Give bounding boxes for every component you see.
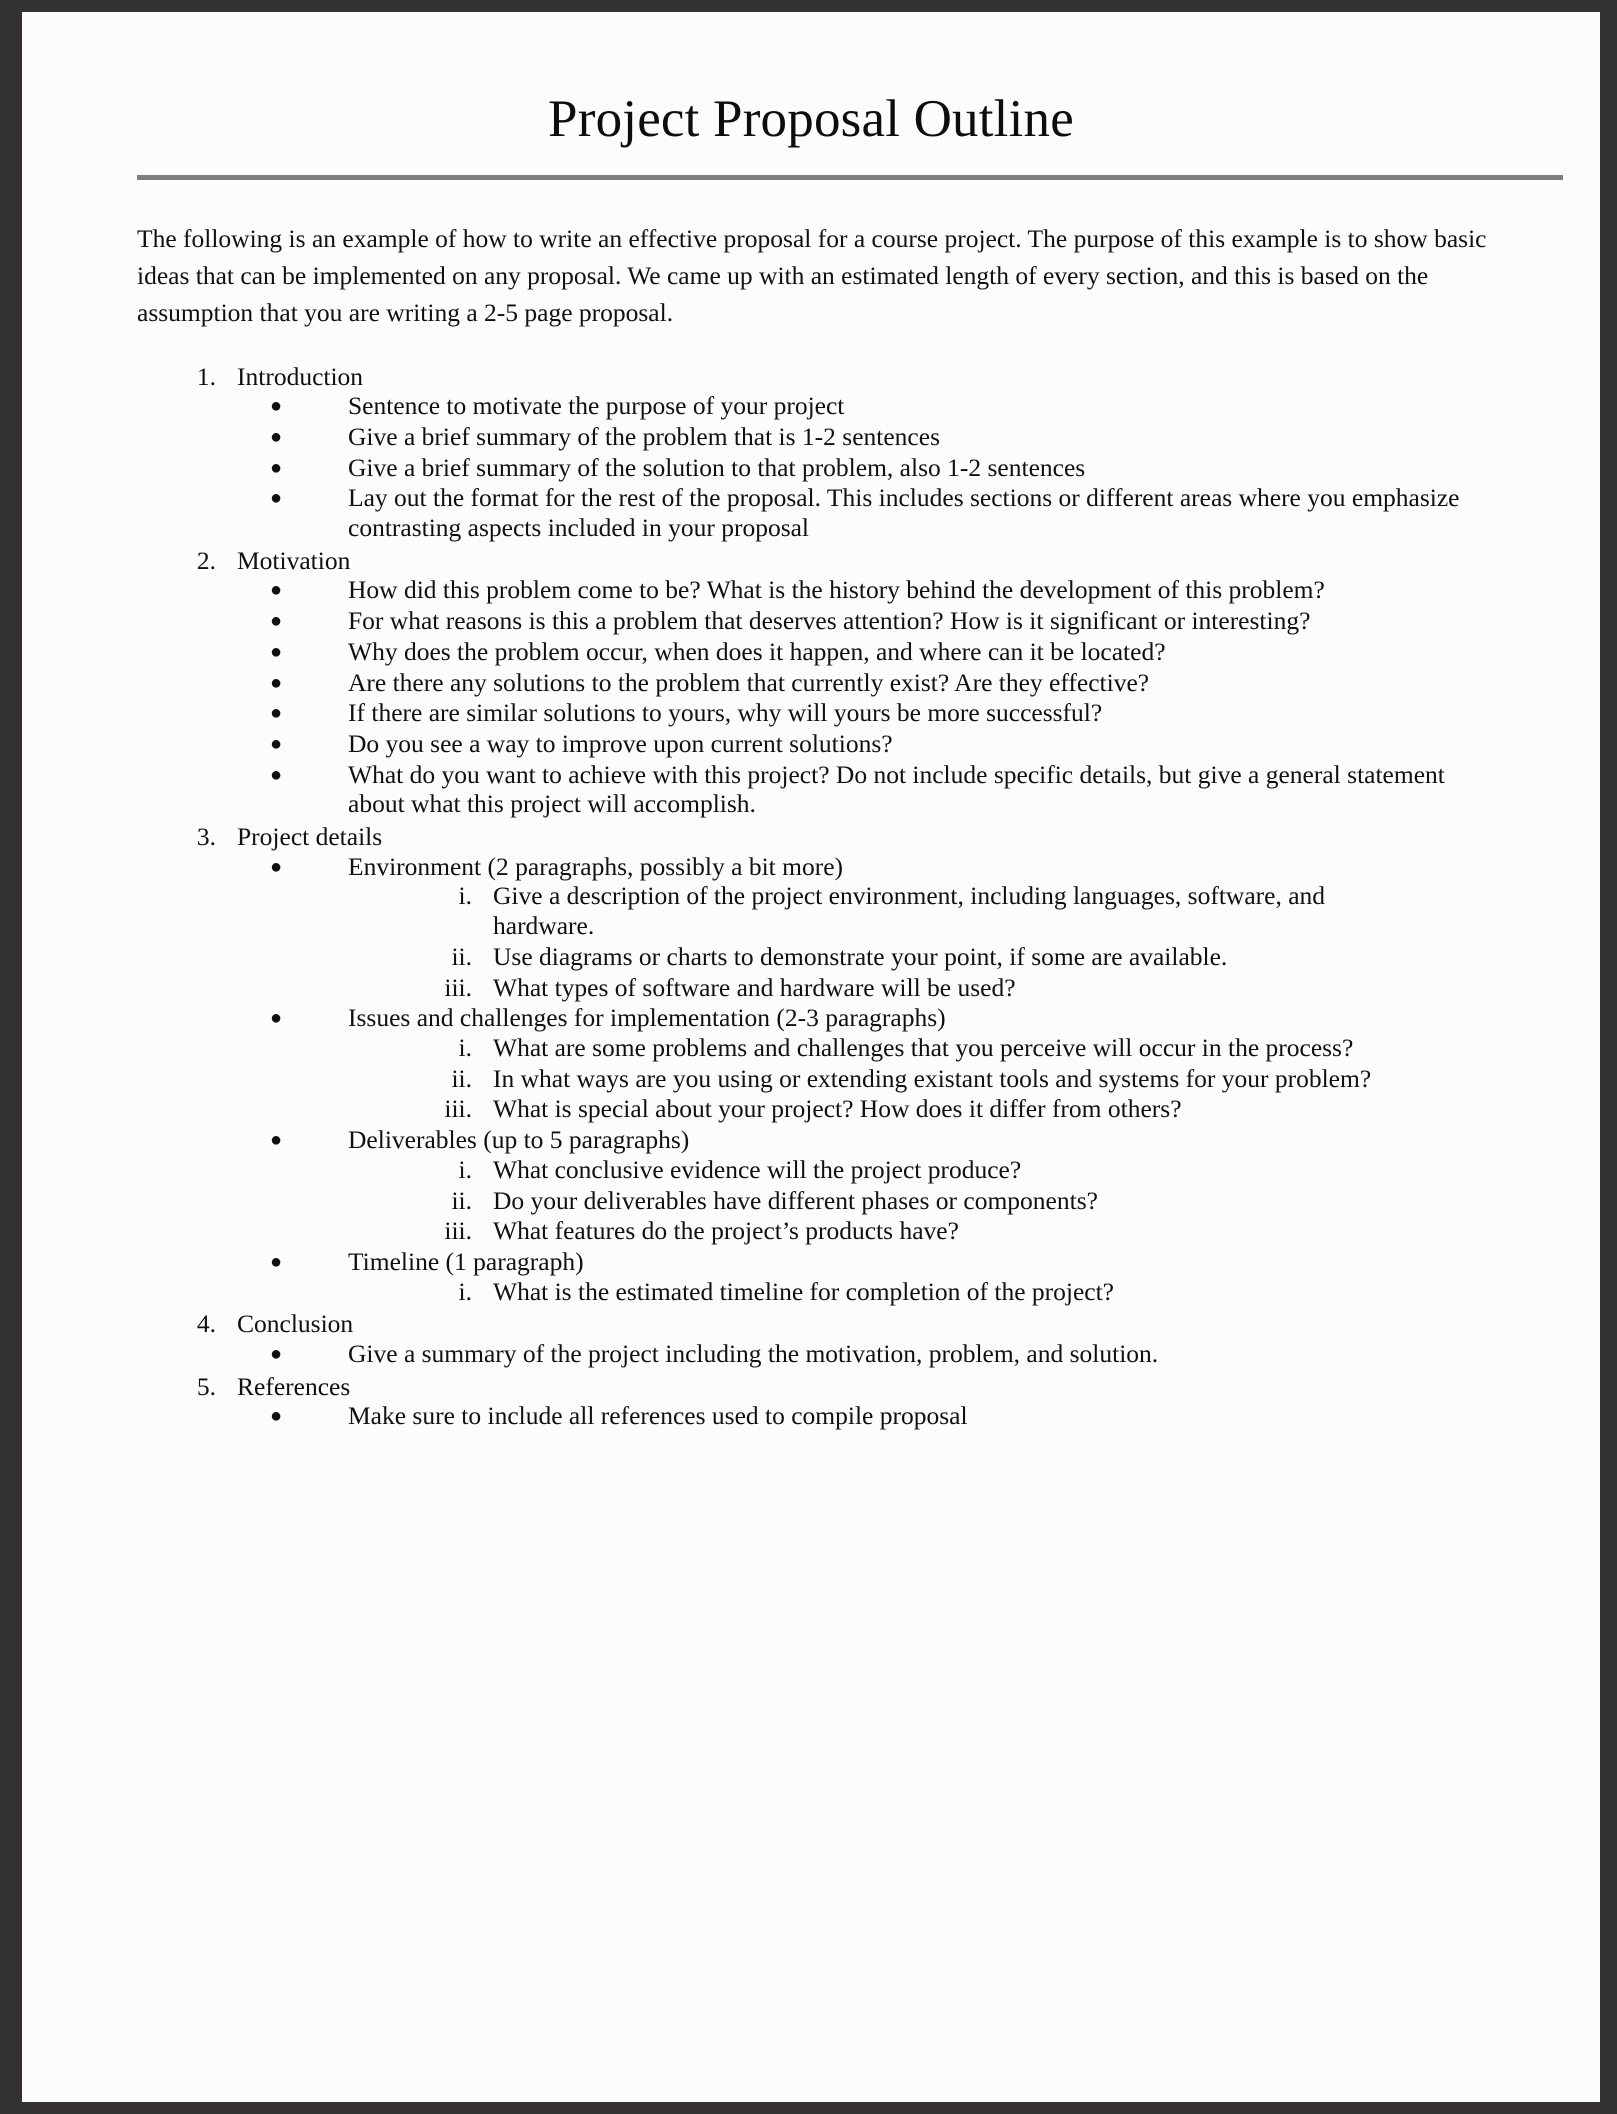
bullet-text: Environment (2 paragraphs, possibly a bit more) [348,851,844,881]
outline-list [22,362,1600,1432]
sub-item-list [348,1155,1495,1246]
section-heading: Motivation [237,545,351,575]
sub-item-list [348,881,1495,1002]
section-number: 2. [196,545,216,575]
bullet-item [237,422,1600,452]
section-bullet-list [237,1401,1600,1431]
sub-item-text: What features do the project’s products have? [493,1216,959,1246]
bullet-item [237,1247,1600,1306]
bullet-icon: ● [270,579,283,602]
bullet-item [237,637,1600,667]
bullet-item [237,668,1600,698]
section-number: 1. [196,361,216,391]
sub-item-list [348,1033,1495,1124]
sub-item [348,1186,1495,1216]
bullet-text: Give a brief summary of the solution to that problem, also 1-2 sentences [348,452,1086,482]
bullet-text: Give a brief summary of the problem that is 1-2 sentences [348,421,940,451]
bullet-item [237,483,1600,542]
sub-item [348,1033,1495,1063]
bullet-text: What do you want to achieve with this project? Do not include specific details, but give a general statement about what this project will accomplish. [348,759,1445,819]
sub-item-number: i. [458,1154,472,1184]
section-heading: Project details [237,822,383,852]
bullet-icon: ● [270,1250,283,1273]
bullet-item [237,453,1600,483]
sub-item-number: iii. [444,1216,472,1246]
section-heading: References [237,1371,351,1401]
bullet-icon: ● [270,610,283,633]
sub-item-text: Give a description of the project environment, including languages, software, and hardware. [493,881,1326,941]
sub-item-number: i. [458,1032,472,1062]
bullet-item [237,760,1600,819]
bullet-item [237,1339,1600,1369]
bullet-icon: ● [270,855,283,878]
sub-item [348,881,1495,940]
sub-item-text: Do your deliverables have different phases or components? [493,1185,1098,1215]
bullet-item [237,1003,1600,1124]
bullet-icon: ● [270,456,283,479]
bullet-item [237,1125,1600,1246]
bullet-item [237,698,1600,728]
bullet-item [237,729,1600,759]
outline-section [22,546,1600,819]
bullet-icon: ● [270,640,283,663]
bullet-icon: ● [270,425,283,448]
bullet-text: Lay out the format for the rest of the proposal. This includes sections or different areas where you emphasize contrasting aspects included in your proposal [348,483,1460,543]
outline-section [22,362,1600,543]
sub-item-text: What types of software and hardware will be used? [493,972,1016,1002]
sub-item [348,973,1495,1003]
bullet-text: How did this problem come to be? What is the history behind the development of this problem? [348,575,1325,605]
bullet-text: Do you see a way to improve upon current solutions? [348,728,893,758]
sub-item [348,1277,1495,1307]
outline-section [22,1372,1600,1431]
section-number: 5. [196,1371,216,1401]
sub-item-number: ii. [451,1063,472,1093]
sub-item [348,1216,1495,1246]
bullet-icon: ● [270,732,283,755]
sub-item [348,1064,1495,1094]
section-bullet-list [237,575,1600,819]
bullet-icon: ● [270,395,283,418]
sub-item [348,1094,1495,1124]
sub-item-number: iii. [444,1094,472,1124]
section-heading: Introduction [237,361,364,391]
bullet-text: Sentence to motivate the purpose of your project [348,391,845,421]
section-number: 3. [196,822,216,852]
bullet-text: For what reasons is this a problem that deserves attention? How is it significant or interesting? [348,606,1311,636]
sub-item [348,1155,1495,1185]
section-number: 4. [196,1309,216,1339]
sub-item-text: In what ways are you using or extending existant tools and systems for your problem? [493,1063,1372,1093]
bullet-icon: ● [270,1129,283,1152]
sub-item-text: What are some problems and challenges that you perceive will occur in the process? [493,1032,1354,1062]
bullet-icon: ● [270,1405,283,1428]
bullet-icon: ● [270,1007,283,1030]
outline-section [22,1309,1600,1368]
section-bullet-list [237,1339,1600,1369]
section-bullet-list [237,852,1600,1307]
sub-item-text: What conclusive evidence will the project produce? [493,1154,1022,1184]
sub-item-number: ii. [451,941,472,971]
outline-section [22,822,1600,1306]
bullet-icon: ● [270,1343,283,1366]
bullet-text: Issues and challenges for implementation (2-3 paragraphs) [348,1003,946,1033]
bullet-text: Timeline (1 paragraph) [348,1246,584,1276]
sub-item-number: i. [458,1276,472,1306]
intro-paragraph: The following is an example of how to write an effective proposal for a course project. The purpose of this example is to show basic ideas that can be implemented on any proposal. We came up with an estimated length of every section, and this is based on the assumption that you are writing a 2-5 page proposal. [137,224,1487,327]
bullet-item [237,391,1600,421]
bullet-icon: ● [270,487,283,510]
bullet-text: Are there any solutions to the problem that currently exist? Are they effective? [348,667,1150,697]
bullet-icon: ● [270,763,283,786]
bullet-item [237,1401,1600,1431]
bullet-item [237,575,1600,605]
page-title: Project Proposal Outline [548,90,1074,148]
bullet-text: Give a summary of the project including the motivation, problem, and solution. [348,1339,1159,1369]
bullet-icon: ● [270,671,283,694]
section-heading: Conclusion [237,1309,354,1339]
bullet-item [237,852,1600,1003]
sub-item-number: iii. [444,972,472,1002]
sub-item [348,942,1495,972]
sub-item-number: ii. [451,1185,472,1215]
bullet-item [237,606,1600,636]
bullet-icon: ● [270,702,283,725]
bullet-text: Why does the problem occur, when does it happen, and where can it be located? [348,636,1166,666]
sub-item-list [348,1277,1495,1307]
bullet-text: Deliverables (up to 5 paragraphs) [348,1125,690,1155]
document-body [22,12,1600,1434]
bullet-text: Make sure to include all references used to compile proposal [348,1401,968,1431]
title-divider [137,175,1563,180]
sub-item-text: What is the estimated timeline for completion of the project? [493,1276,1115,1306]
sub-item-text: What is special about your project? How does it differ from others? [493,1094,1182,1124]
bullet-text: If there are similar solutions to yours, why will yours be more successful? [348,698,1103,728]
sub-item-text: Use diagrams or charts to demonstrate your point, if some are available. [493,941,1228,971]
document-page [22,12,1600,2102]
section-bullet-list [237,391,1600,543]
sub-item-number: i. [458,881,472,911]
